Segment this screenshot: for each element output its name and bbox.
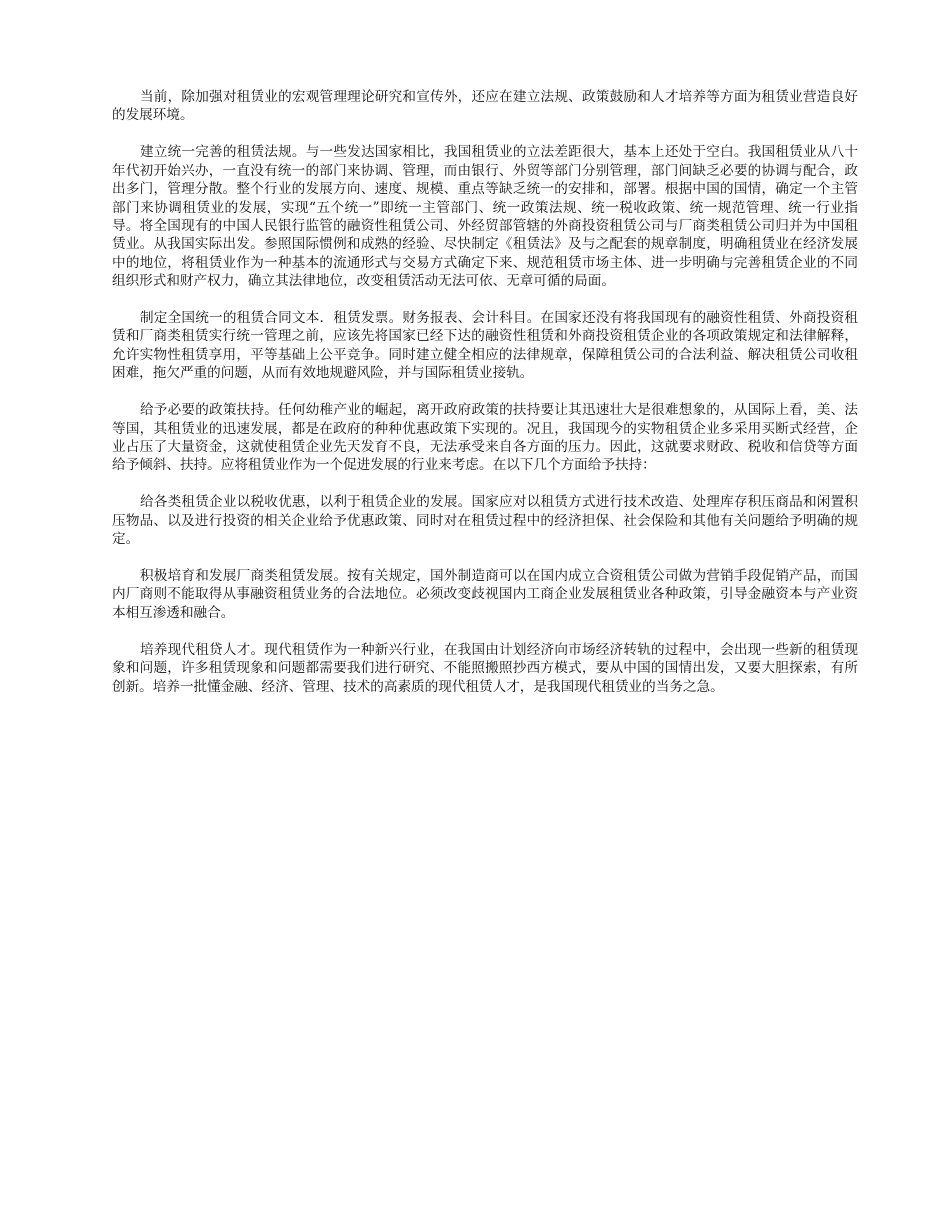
paragraph-talent-training: 培养现代租贷人才。现代租赁作为一种新兴行业，在我国由计划经济向市场经济转轨的过程中，会出现一些新的租赁现象和问题，许多租赁现象和问题都需要我们进行研究、不能照搬照抄西方模式，要从中国的国情出发，又要大胆探索，有所创新。培养一批懂金融、经济、管理、技术的高素质的现代租赁人才，是我国现代租赁业的当务之急。 xyxy=(112,641,858,695)
paragraph-policy-support: 给予必要的政策扶持。任何幼稚产业的崛起，离开政府政策的扶持要让其迅速壮大是很难想象的，从国际上看，美、法等国，其租赁业的迅速发展，都是在政府的种种优惠政策下实现的。况且，我国现今的实物租赁企业多采用买断式经营，企业占压了大量资金，这就使租赁企业先天发育不良，无法承受来自各方面的压力。因此，这就要求财政、税收和信贷等方面给予倾斜、扶持。应将租赁业作为一个促进发展的行业来考虑。在以下几个方面给予扶持： xyxy=(112,402,858,474)
paragraph-tax-incentives: 给各类租赁企业以税收优惠，以利于租赁企业的发展。国家应对以租赁方式进行技术改造、处理库存积压商品和闲置积压物品、以及进行投资的相关企业给予优惠政策、同时对在租赁过程中的经济担保、社会保险和其他有关问题给予明确的规定。 xyxy=(112,494,858,548)
paragraph-contract-standards: 制定全国统一的租赁合同文本．租赁发票。财务报表、会计科目。在国家还没有将我国现有的融资性租赁、外商投资租赁和厂商类租赁实行统一管理之前，应该先将国家已经下达的融资性租赁和外商投资租赁企业的各项政策规定和法律解释，允许实物性租赁享用，平等基础上公平竞争。同时建立健全相应的法律规章，保障租赁公司的合法利益、解决租赁公司收租困难，拖欠严重的问题，从而有效地规避风险，并与国际租赁业接轨。 xyxy=(112,310,858,382)
paragraph-manufacturer-leasing: 积极培育和发展厂商类租赁发展。按有关规定，国外制造商可以在国内成立合资租赁公司做为营销手段促销产品，而国内厂商则不能取得从事融资租赁业务的合法地位。必须改变歧视国内工商企业发展租赁业各种政策，引导金融资本与产业资本相互渗透和融合。 xyxy=(112,568,858,621)
paragraph-unified-regulations: 建立统一完善的租赁法规。与一些发达国家相比，我国租赁业的立法差距很大，基本上还处于空白。我国租赁业从八十年代初开始兴办，一直没有统一的部门来协调、管理，而由银行、外贸等部门分别管理，部门间缺乏必要的协调与配合，政出多门，管理分散。整个行业的发展方向、速度、规模、重点等缺乏统一的安排和，部署。根据中国的国情，确定一个主管部门来协调租赁业的发展，实现“五个统一”即统一主管部门、统一政策法规、统一税收政策、统一规范管理、统一行业指导。将全国现有的中国人民银行监管的融资性租赁公司、外经贸部管辖的外商投资租赁公司与厂商类租赁公司归并为中国租赁业。从我国实际出发。参照国际惯例和成熟的经验、尽快制定《租赁法》及与之配套的规章制度，明确租赁业在经济发展中的地位，将租赁业作为一种基本的流通形式与交易方式确定下来、规范租赁市场主体、进一步明确与完善租赁企业的不同组织形式和财产权力，确立其法律地位，改变租赁活动无法可依、无章可循的局面。 xyxy=(112,144,858,290)
document-body xyxy=(112,88,858,714)
paragraph-intro: 当前，除加强对租赁业的宏观管理理论研究和宣传外，还应在建立法规、政策鼓励和人才培养等方面为租赁业营造良好的发展环境。 xyxy=(112,89,858,124)
